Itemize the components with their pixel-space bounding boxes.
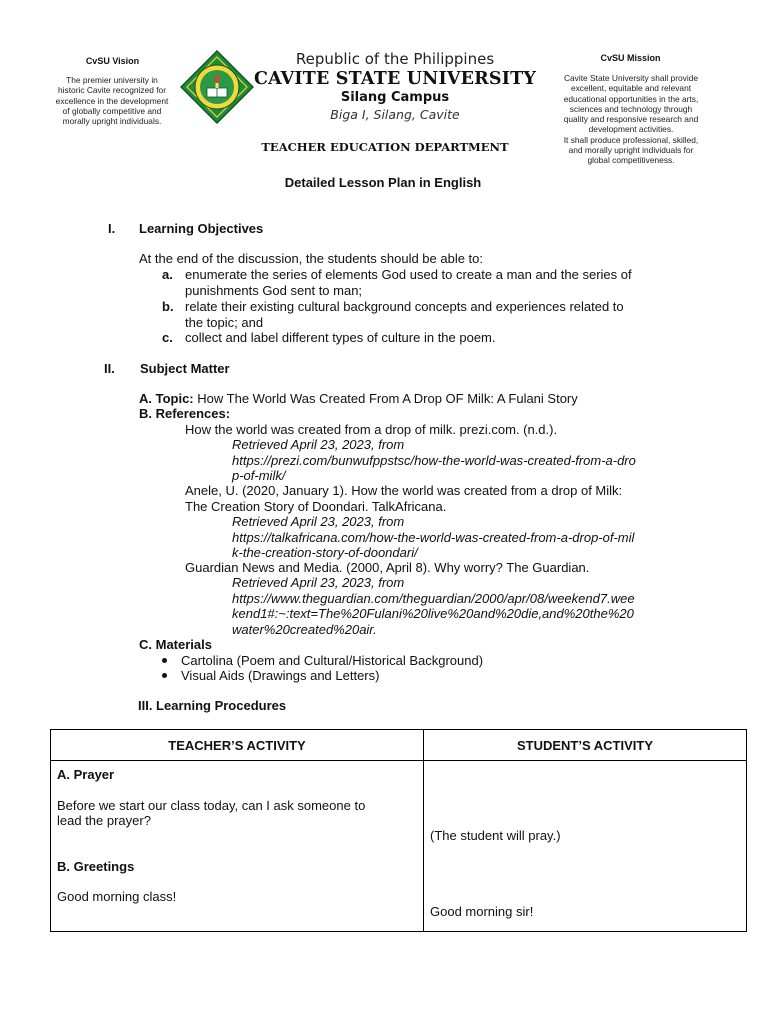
reference-2-citation: Anele, U. (2020, January 1). How the world was created from a drop of Milk: The Creation Story of Doondari. TalkAfricana. bbox=[185, 483, 623, 514]
reference-3-citation: Guardian News and Media. (2000, April 8). Why worry? The Guardian. bbox=[185, 560, 590, 575]
materials-item-2: Visual Aids (Drawings and Letters) bbox=[162, 668, 682, 684]
section-heading-subject: Subject Matter bbox=[140, 361, 230, 376]
section-numeral-objectives: I. bbox=[108, 221, 116, 236]
student-greeting-response: Good morning sir! bbox=[430, 904, 534, 919]
procedures-table bbox=[50, 729, 747, 932]
objective-item-c: collect and label different types of culture in the poem. bbox=[185, 330, 496, 345]
student-prayer-response: (The student will pray.) bbox=[430, 828, 561, 843]
section-heading-procedures: III. Learning Procedures bbox=[138, 698, 287, 713]
vision-text: The premier university in historic Cavite recognized for excellence in the development of globally competitive and morally upright individuals. bbox=[55, 75, 169, 127]
reference-1-citation: How the world was created from a drop of milk. prezi.com. (n.d.). bbox=[185, 422, 558, 437]
mission-title: CvSU Mission bbox=[600, 53, 661, 63]
table-header-row bbox=[51, 730, 747, 761]
vision-title: CvSU Vision bbox=[85, 56, 140, 66]
teacher-activity-header: TEACHER’S ACTIVITY bbox=[51, 730, 424, 761]
section-heading-objectives: Learning Objectives bbox=[139, 221, 264, 236]
objective-item-a: enumerate the series of elements God used to create a man and the series of punishments God sent to man; bbox=[185, 267, 632, 298]
republic-label: Republic of the Philippines bbox=[295, 50, 495, 68]
prayer-text: Before we start our class today, can I ask someone to lead the prayer? bbox=[57, 797, 366, 828]
document-title: Detailed Lesson Plan in English bbox=[284, 175, 482, 190]
materials-item-1: Cartolina (Poem and Cultural/Historical Background) bbox=[162, 653, 682, 669]
objective-letter-c: c. bbox=[162, 330, 173, 345]
reference-1-retrieved: Retrieved April 23, 2023, from https://prezi.com/bunwufppstsc/how-the-world-was-created-from-a-dro p-of-milk/ bbox=[232, 437, 636, 483]
materials-label: C. Materials bbox=[139, 637, 212, 652]
section-numeral-subject: II. bbox=[104, 361, 115, 376]
greeting-text: Good morning class! bbox=[57, 889, 177, 904]
university-name: CAVITE STATE UNIVERSITY bbox=[253, 69, 537, 89]
objective-item-b: relate their existing cultural background concepts and experiences related to the topic; and bbox=[185, 299, 624, 330]
prayer-label: A. Prayer bbox=[57, 767, 115, 782]
reference-2-retrieved: Retrieved April 23, 2023, from https://talkafricana.com/how-the-world-was-created-from-a-drop-of-mil k-the-creation-story-of-doondari/ bbox=[232, 514, 635, 560]
student-activity-header: STUDENT’S ACTIVITY bbox=[424, 730, 747, 761]
reference-3-retrieved: Retrieved April 23, 2023, from https://www.theguardian.com/theguardian/2000/apr/08/weekend7.wee kend1#:~:text=The%20Fulani%20live%20and%20die,and%20the%20 water%20created%20air. bbox=[232, 575, 635, 637]
campus-address: Biga I, Silang, Cavite bbox=[330, 107, 460, 122]
university-seal-logo bbox=[180, 50, 254, 124]
student-activity-cell bbox=[424, 761, 747, 932]
table-row bbox=[51, 761, 747, 932]
objective-letter-b: b. bbox=[162, 299, 174, 314]
mission-text: Cavite State University shall provide excellent, equitable and relevant educational opportunities in the arts, sciences and technology through quality and responsive research and development activities. It shall produce professional, skilled, and morally upright individuals for global competitiveness. bbox=[563, 73, 699, 166]
teacher-activity-cell bbox=[51, 761, 424, 932]
bullet-icon bbox=[162, 673, 167, 678]
topic-line: A. Topic: How The World Was Created From A Drop OF Milk: A Fulani Story bbox=[139, 391, 578, 406]
bullet-icon bbox=[162, 658, 167, 663]
department-name: TEACHER EDUCATION DEPARTMENT bbox=[261, 140, 509, 154]
references-label: B. References: bbox=[139, 406, 231, 421]
greetings-label: B. Greetings bbox=[57, 858, 135, 874]
objectives-intro: At the end of the discussion, the students should be able to: bbox=[139, 251, 484, 266]
objective-letter-a: a. bbox=[162, 267, 173, 282]
campus-name: Silang Campus bbox=[340, 90, 450, 105]
